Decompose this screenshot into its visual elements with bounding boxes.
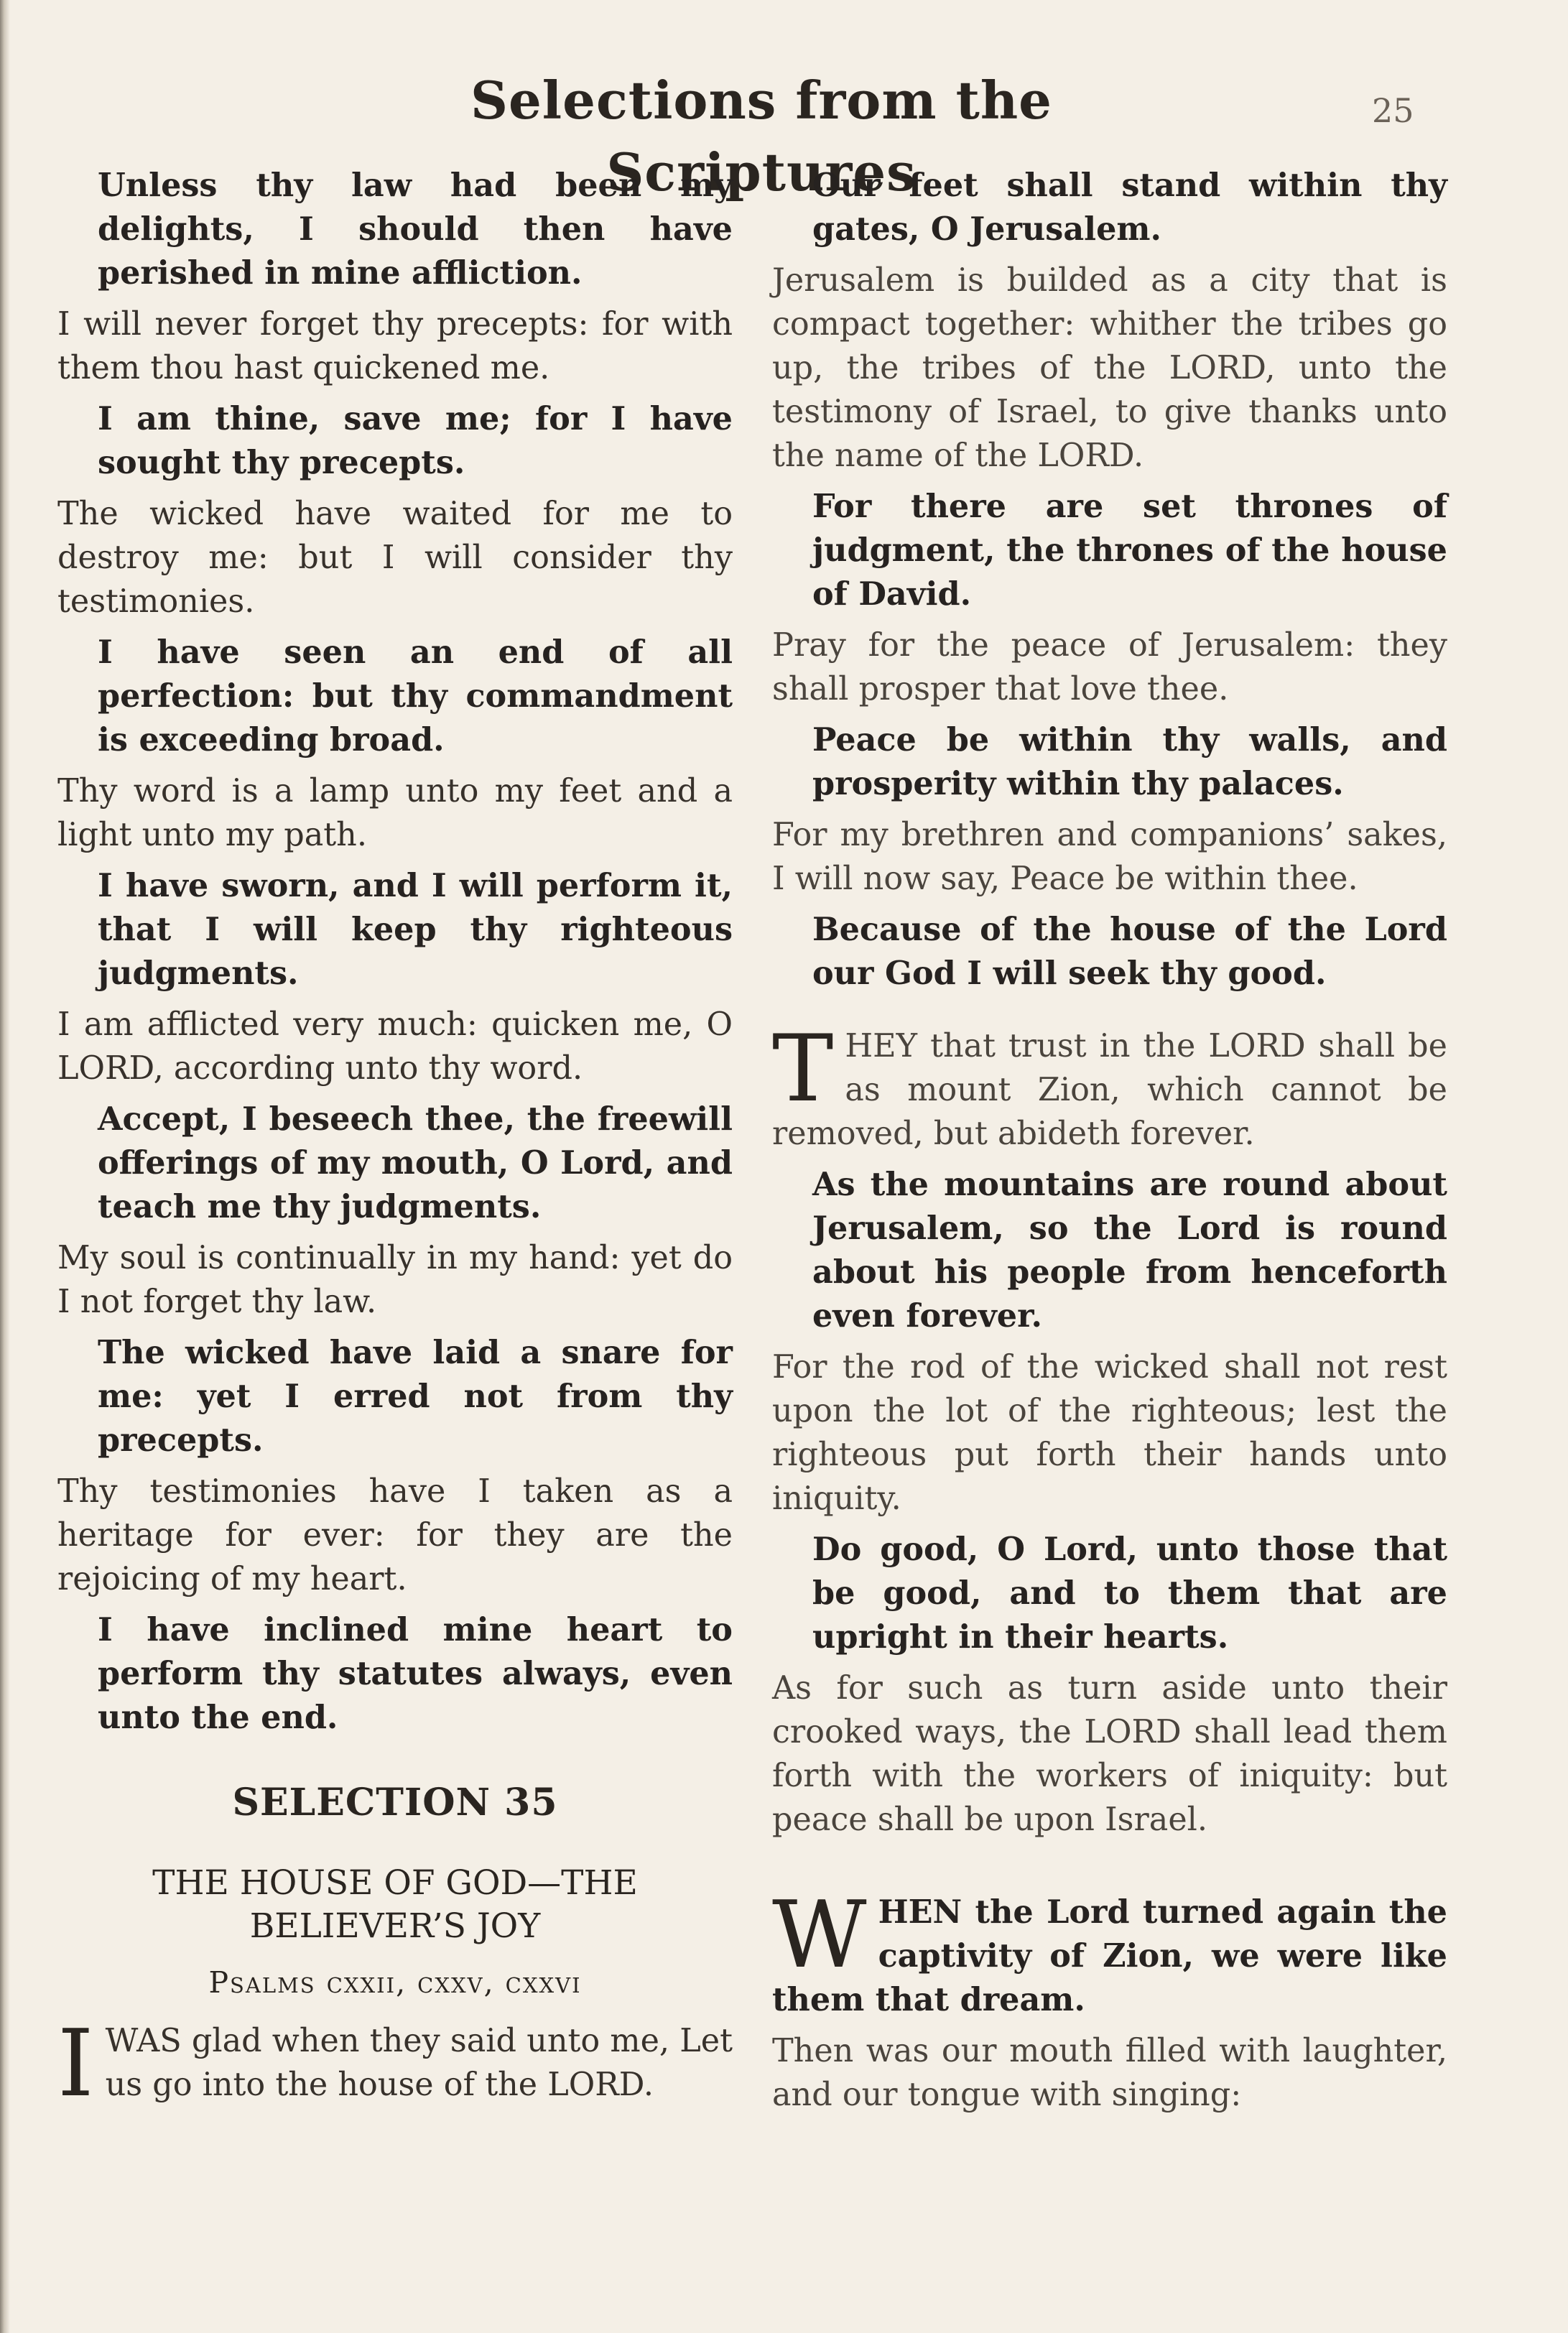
verse: I am afflicted very much: quicken me, O LORD, according unto thy word.: [57, 1006, 733, 1087]
verse: As for such as turn aside unto their crooked ways, the LORD shall lead them forth with the workers of iniquity: but peace shall be upon Israel.: [772, 1670, 1447, 1838]
verse: The wicked have waited for me to destroy me: but I will consider thy testimonies.: [57, 496, 733, 620]
verse-response: For there are set thrones of judgment, the thrones of the house of David.: [812, 488, 1447, 613]
selection-subtitle-line: THE HOUSE OF GOD—THE: [152, 1863, 638, 1903]
verse-response: Unless thy law had been my delights, I should then have perished in mine affliction.: [98, 167, 733, 292]
opening-verse: [57, 2010, 733, 2118]
verse: My soul is continually in my hand: yet do I not forget thy law.: [57, 1240, 733, 1320]
running-head: [0, 65, 1568, 203]
verse-response: Our feet shall stand within thy gates, O Jerusalem.: [812, 167, 1447, 248]
verse-response: Accept, I beseech thee, the freewill offerings of my mouth, O Lord, and teach me thy judgments.: [98, 1100, 733, 1225]
selection-subtitle: [57, 1862, 733, 1948]
verse-response: Peace be within thy walls, and prosperity within thy palaces.: [812, 721, 1447, 802]
verse: Then was our mouth filled with laughter, and our tongue with singing:: [772, 2033, 1447, 2113]
psalm-125-opening: [772, 1016, 1447, 1156]
verse: Thy word is a lamp unto my feet and a light unto my path.: [57, 773, 733, 853]
verse: Pray for the peace of Jerusalem: they shall prosper that love thee.: [772, 627, 1447, 708]
verse-response: As the mountains are round about Jerusalem, so the Lord is round about his people from henceforth even forever.: [812, 1166, 1447, 1335]
verse: For the rod of the wicked shall not rest upon the lot of the righteous; lest the righteous put forth their hands unto iniquity.: [772, 1349, 1447, 1517]
page-number: 25: [1372, 91, 1414, 130]
left-column: [57, 164, 733, 2118]
verse-response: I am thine, save me; for I have sought thy precepts.: [98, 400, 733, 481]
verse-response: I have inclined mine heart to perform thy statutes always, even unto the end.: [98, 1611, 733, 1736]
psalm-126-opening: [772, 1882, 1447, 2022]
right-column: [772, 164, 1447, 2124]
drop-cap: W: [772, 1882, 867, 1989]
selection-heading: SELECTION 35: [232, 1781, 558, 1824]
psalm-reference: Psalms cxxii, cxxv, cxxvi: [208, 1965, 582, 2000]
opening-verse-text: WAS glad when they said unto me, Let us go into the house of the LORD.: [105, 2023, 733, 2103]
verse-response: Because of the house of the Lord our God I will seek thy good.: [812, 911, 1447, 992]
verse: Thy testimonies have I taken as a heritage for ever: for they are the rejoicing of my heart.: [57, 1473, 733, 1597]
verse-response: I have seen an end of all perfection: but thy commandment is exceeding broad.: [98, 634, 733, 759]
verse: For my brethren and companions’ sakes, I will now say, Peace be within thee.: [772, 817, 1447, 897]
verse: I will never forget thy precepts: for with them thou hast quickened me.: [57, 306, 733, 386]
verse-response: I have sworn, and I will perform it, that I will keep thy righteous judgments.: [98, 867, 733, 992]
verse: Jerusalem is builded as a city that is compact together: whither the tribes go up, the tribes of the LORD, unto the testimony of Israel, to give thanks unto the name of the LORD.: [772, 262, 1447, 474]
page-title: Selections from the Scriptures: [470, 70, 1052, 203]
drop-cap: I: [57, 2010, 94, 2118]
page-binding-edge: [0, 0, 10, 2333]
psalm-125-opening-text: HEY that trust in the LORD shall be as mount Zion, which cannot be removed, but abideth forever.: [772, 1028, 1447, 1152]
verse-response: The wicked have laid a snare for me: yet I erred not from thy precepts.: [98, 1334, 733, 1459]
verse-response: Do good, O Lord, unto those that be good, and to them that are upright in their hearts.: [812, 1531, 1447, 1656]
psalm-126-opening-text: HEN the Lord turned again the captivity of Zion, we were like them that dream.: [772, 1893, 1447, 2018]
selection-subtitle-line: BELIEVER’S JOY: [249, 1906, 541, 1946]
drop-cap: T: [772, 1016, 834, 1123]
